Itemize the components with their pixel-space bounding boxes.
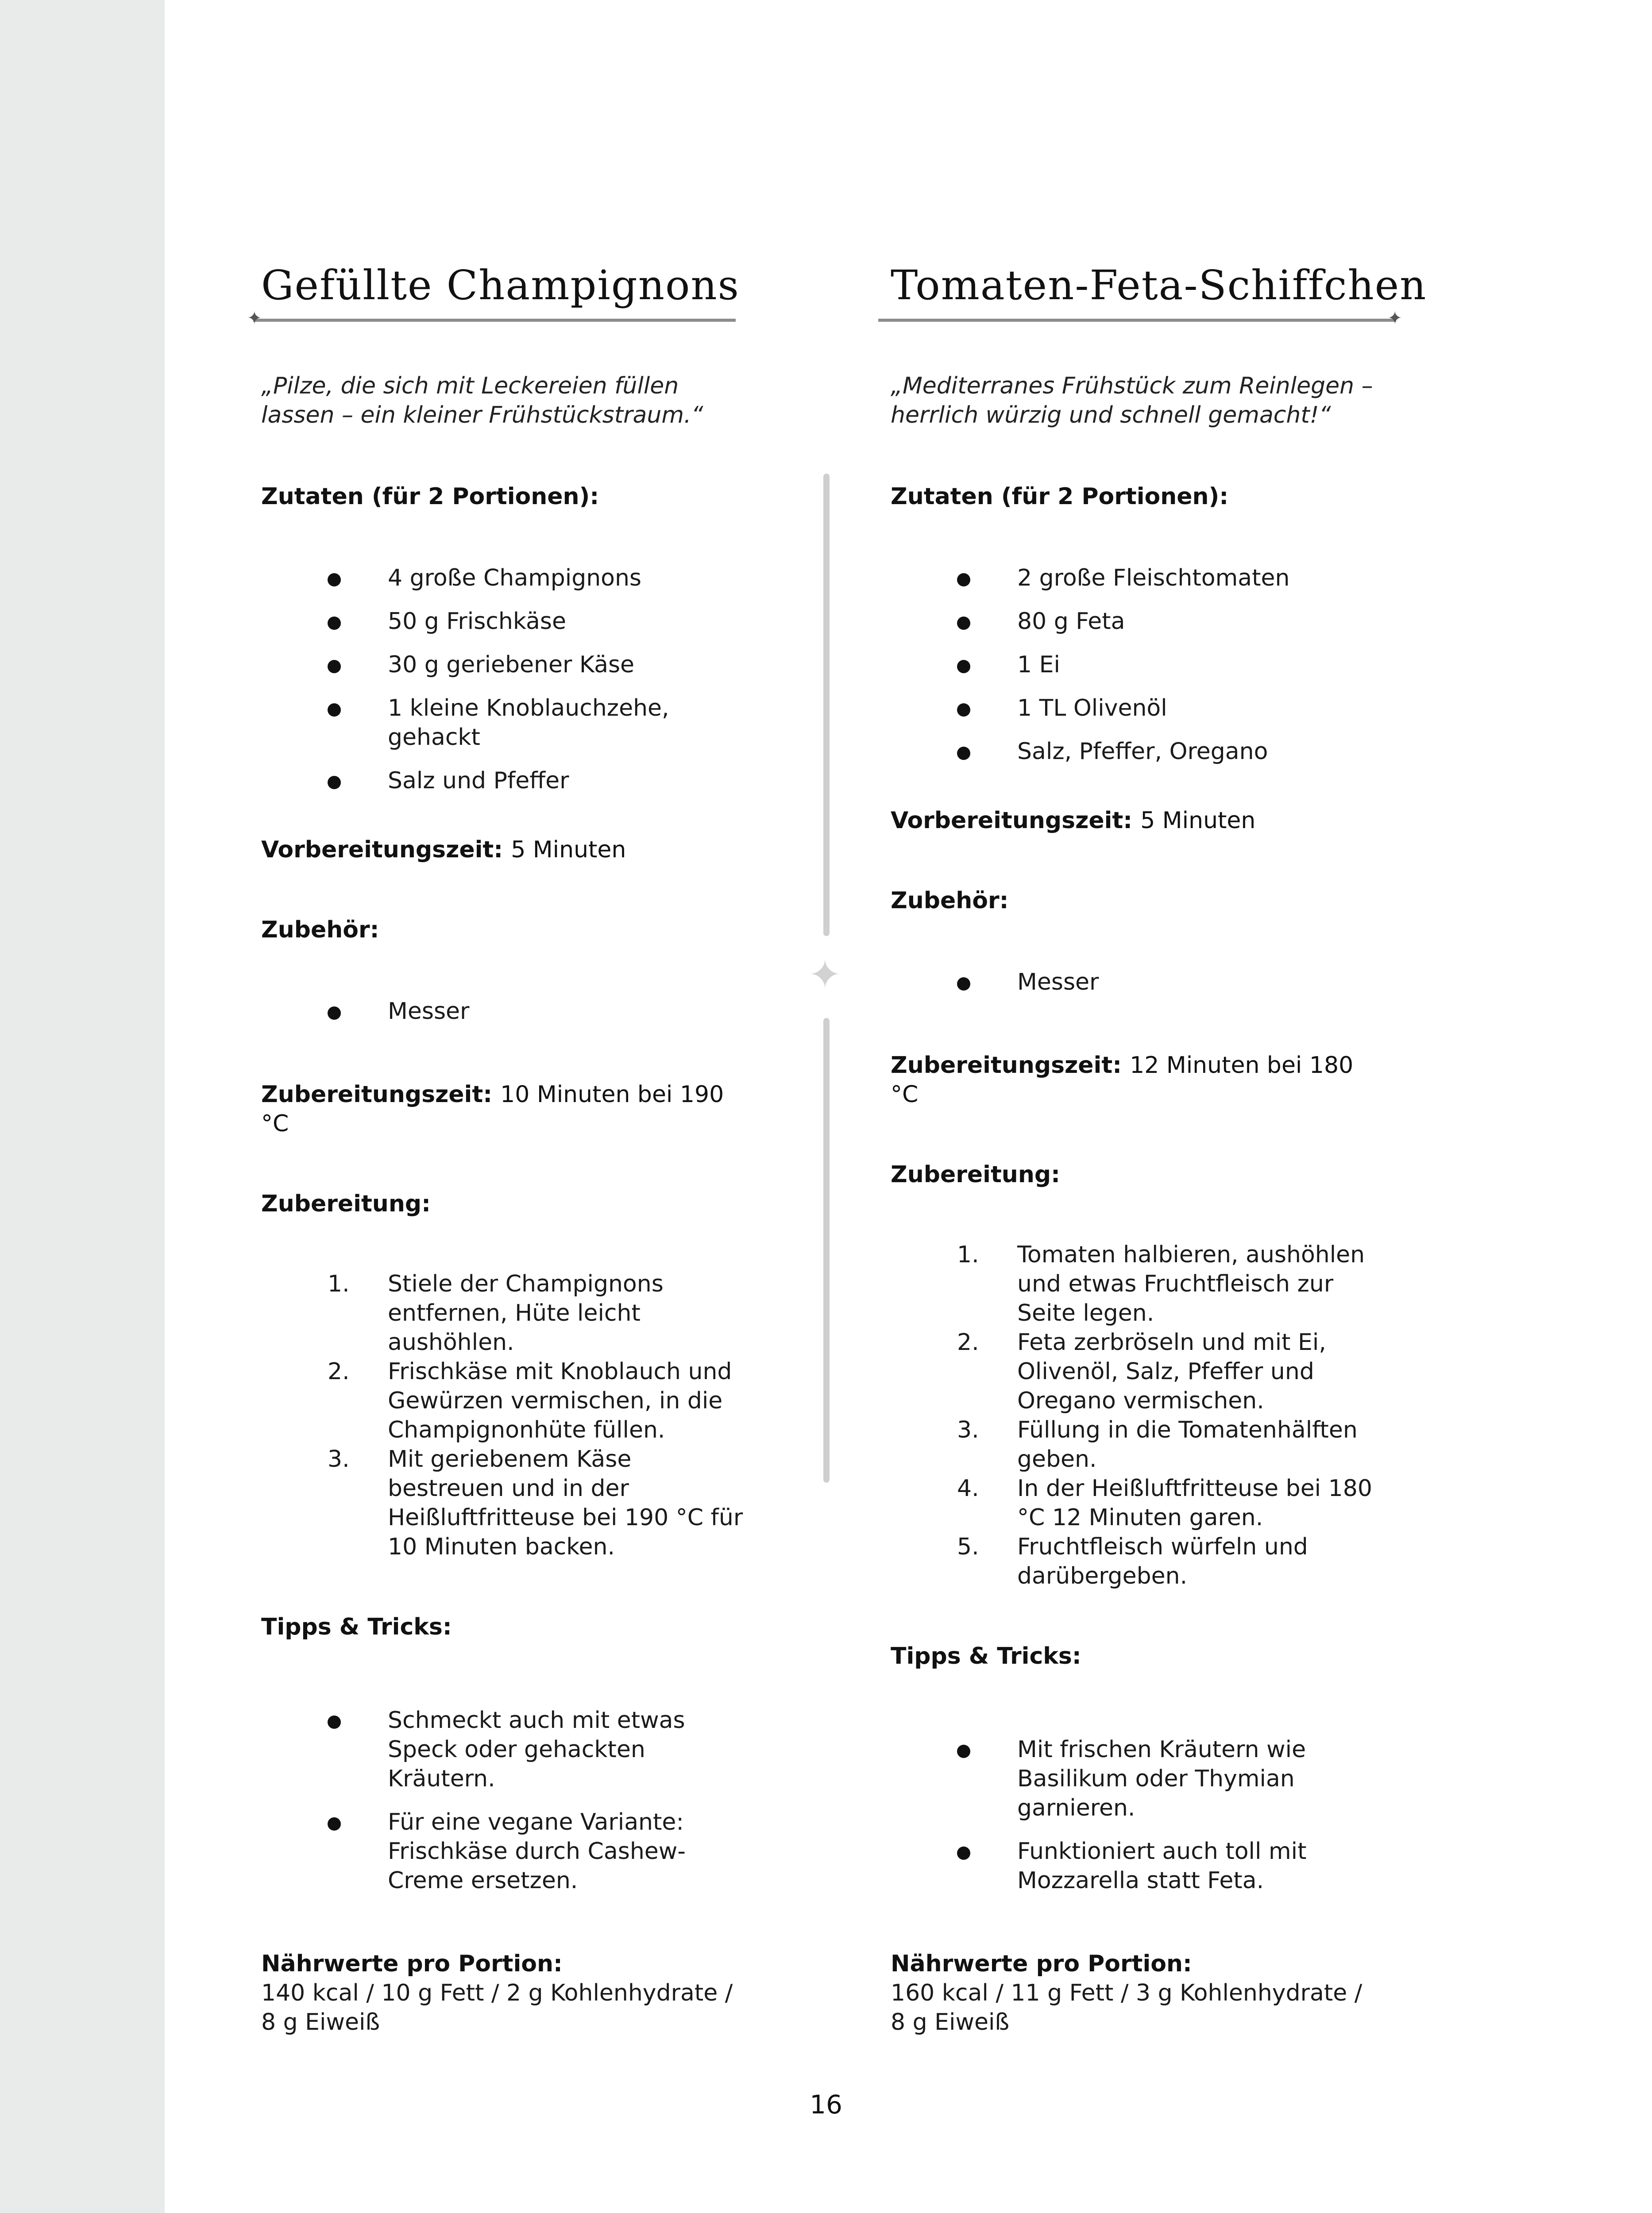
step-item: 3. Füllung in die Tomatenhälften geben. (957, 1417, 1358, 1473)
tools-heading: Zubehör: (891, 887, 1009, 914)
bullet-icon (328, 703, 341, 717)
recipe-quote: „Mediterranes Frühstück zum Reinlegen – herrlich würzig und schnell gemacht!“ (891, 373, 1373, 428)
ingredients-list (261, 563, 753, 795)
nutrition-heading: Nährwerte pro Portion: (891, 1951, 1192, 1977)
ingredients-list (891, 563, 1382, 766)
divider-sparkle-icon: ✦ (808, 952, 842, 998)
bullet-icon (328, 573, 341, 586)
recipe-title: Tomaten-Feta-Schiffchen (891, 262, 1427, 309)
ingredient-item (957, 694, 1382, 723)
step-text: Mit geriebenem Käse bestreuen und in der Heißluftfritteuse bei 190 °C für 10 Minuten backen. (388, 1446, 743, 1560)
bullet-icon (957, 1847, 970, 1860)
ingredient-text: Salz und Pfeffer (388, 767, 569, 794)
bullet-icon (957, 977, 970, 991)
tips-heading: Tipps & Tricks: (261, 1614, 452, 1640)
tip-item (328, 1706, 753, 1793)
title-rule-line (253, 319, 736, 322)
ingredient-text: 4 große Champignons (388, 565, 642, 591)
prep-time-label: Vorbereitungszeit: (891, 807, 1133, 834)
ingredient-text: 80 g Feta (1017, 608, 1125, 635)
step-text: In der Heißluftfritteuse bei 180 °C 12 Minuten garen. (1017, 1475, 1372, 1531)
bullet-icon (957, 747, 970, 760)
step-item: 4. In der Heißluftfritteuse bei 180 °C 12 Minuten garen. (957, 1475, 1372, 1531)
ingredients-heading: Zutaten (für 2 Portionen): (891, 483, 1229, 510)
prep-time (261, 835, 753, 864)
cook-time-label: Zubereitungszeit: (261, 1081, 493, 1108)
column-divider-bottom (823, 1018, 830, 1483)
page-margin-strip (0, 0, 165, 2213)
step-item: 2. Feta zerbröseln und mit Ei, Olivenöl, Salz, Pfeffer und Oregano vermischen. (957, 1329, 1326, 1414)
bullet-icon (957, 703, 970, 717)
title-underline (878, 308, 1402, 328)
bullet-icon (957, 573, 970, 586)
sparkle-icon: ✦ (247, 308, 262, 328)
step-text: Stiele der Champignons entfernen, Hüte leicht aushöhlen. (388, 1271, 664, 1356)
column-divider-top (823, 474, 830, 936)
recipe-column-right (891, 259, 1427, 2037)
bullet-icon (328, 1817, 341, 1831)
ingredient-item (328, 563, 753, 593)
tool-item (957, 968, 1382, 997)
nutrition-value: 140 kcal / 10 g Fett / 2 g Kohlenhydrate / 8 g Eiweiß (261, 1980, 733, 2036)
tools-list (261, 997, 753, 1026)
cook-time-label: Zubereitungszeit: (891, 1052, 1122, 1079)
tip-text: Für eine vegane Variante: Frischkäse durch Cashew-Creme ersetzen. (388, 1809, 686, 1894)
cook-time (891, 1051, 1382, 1109)
tools-heading: Zubehör: (261, 917, 379, 943)
step-item: 1. Stiele der Champignons entfernen, Hüte leicht aushöhlen. (328, 1271, 664, 1356)
prep-time-value: 5 Minuten (511, 837, 626, 863)
tips-list (261, 1706, 753, 1895)
tips-heading: Tipps & Tricks: (891, 1643, 1081, 1669)
title-rule-line (878, 319, 1396, 322)
ingredient-text: Salz, Pfeffer, Oregano (1017, 738, 1268, 765)
tip-item (957, 1735, 1382, 1823)
ingredient-text: 1 TL Olivenöl (1017, 695, 1167, 721)
step-text: Feta zerbröseln und mit Ei, Olivenöl, Salz, Pfeffer und Oregano vermischen. (1017, 1329, 1326, 1414)
sparkle-icon: ✦ (1387, 308, 1402, 328)
title-underline (247, 308, 736, 328)
recipe-column-left (247, 259, 753, 2037)
step-text: Füllung in die Tomatenhälften geben. (1017, 1417, 1358, 1473)
ingredient-item (328, 694, 753, 752)
ingredient-item (957, 737, 1382, 766)
step-item: 5. Fruchtfleisch würfeln und darübergeben. (957, 1534, 1308, 1589)
step-text: Tomaten halbieren, aushöhlen und etwas Fruchtfleisch zur Seite legen. (1017, 1241, 1365, 1326)
tip-item (328, 1808, 753, 1895)
nutrition-heading: Nährwerte pro Portion: (261, 1951, 563, 1977)
tip-item (957, 1837, 1382, 1895)
recipe-quote: „Pilze, die sich mit Leckereien füllen lassen – ein kleiner Frühstückstraum.“ (261, 373, 703, 428)
tool-text: Messer (388, 998, 470, 1025)
tool-item (328, 997, 753, 1026)
bullet-icon (328, 660, 341, 673)
step-item: 1. Tomaten halbieren, aushöhlen und etwas Fruchtfleisch zur Seite legen. (957, 1241, 1365, 1326)
ingredient-item (328, 607, 753, 636)
cook-time-value: 12 Minuten bei 180 °C (891, 1052, 1354, 1108)
steps-heading: Zubereitung: (891, 1161, 1060, 1188)
cook-time-value: 10 Minuten bei 190 °C (261, 1081, 724, 1137)
step-text: Fruchtfleisch würfeln und darübergeben. (1017, 1534, 1308, 1589)
ingredient-text: 1 kleine Knoblauchzehe, gehackt (388, 695, 669, 751)
prep-time-label: Vorbereitungszeit: (261, 837, 503, 863)
bullet-icon (328, 776, 341, 789)
bullet-icon (957, 660, 970, 673)
steps-list (261, 1269, 753, 1561)
bullet-icon (957, 1745, 970, 1758)
bullet-icon (328, 1006, 341, 1020)
prep-time (891, 806, 1382, 835)
ingredient-text: 2 große Fleischtomaten (1017, 565, 1290, 591)
bullet-icon (328, 617, 341, 630)
tool-text: Messer (1017, 969, 1099, 995)
tip-text: Funktioniert auch toll mit Mozzarella statt Feta. (1017, 1838, 1307, 1894)
bullet-icon (328, 1716, 341, 1729)
bullet-icon (957, 617, 970, 630)
tip-text: Mit frischen Kräutern wie Basilikum oder Thymian garnieren. (1017, 1736, 1306, 1821)
ingredients-heading: Zutaten (für 2 Portionen): (261, 483, 599, 510)
steps-heading: Zubereitung: (261, 1191, 431, 1217)
step-text: Frischkäse mit Knoblauch und Gewürzen vermischen, in die Champignonhüte füllen. (388, 1358, 732, 1443)
ingredient-item (328, 650, 753, 679)
tips-list (891, 1735, 1382, 1895)
ingredient-item (957, 607, 1382, 636)
ingredient-text: 30 g geriebener Käse (388, 652, 635, 678)
ingredient-item (957, 650, 1382, 679)
step-item: 2. Frischkäse mit Knoblauch und Gewürzen vermischen, in die Champignonhüte füllen. (328, 1358, 732, 1443)
steps-list (891, 1240, 1382, 1591)
prep-time-value: 5 Minuten (1140, 807, 1256, 834)
recipe-title: Gefüllte Champignons (261, 262, 740, 309)
tip-text: Schmeckt auch mit etwas Speck oder gehackten Kräutern. (388, 1707, 685, 1792)
ingredient-item (328, 766, 753, 795)
nutrition-value: 160 kcal / 11 g Fett / 3 g Kohlenhydrate / 8 g Eiweiß (891, 1980, 1363, 2036)
ingredient-text: 1 Ei (1017, 652, 1060, 678)
page-number: 16 (810, 2090, 842, 2120)
ingredient-item (957, 563, 1382, 593)
step-item: 3. Mit geriebenem Käse bestreuen und in der Heißluftfritteuse bei 190 °C für 10 Minuten backen. (328, 1446, 743, 1560)
tools-list (891, 968, 1382, 997)
cook-time (261, 1080, 753, 1138)
ingredient-text: 50 g Frischkäse (388, 608, 566, 635)
